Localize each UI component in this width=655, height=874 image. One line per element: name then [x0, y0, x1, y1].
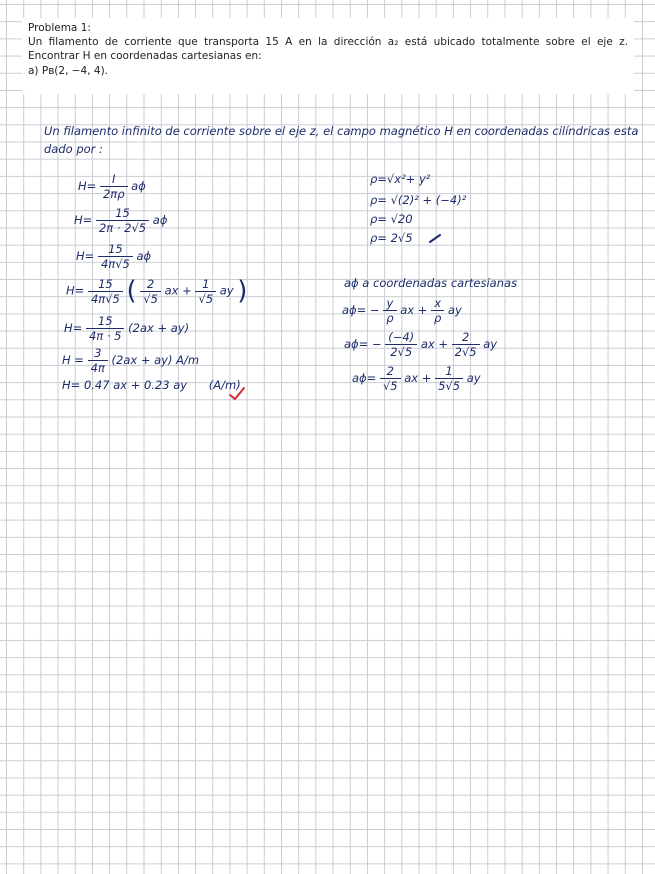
h-label: H=: [78, 179, 97, 193]
fraction: $\frac{1}{5√5}$: [435, 364, 463, 393]
rho-definition: ρ=√x²+ y²: [370, 172, 431, 186]
equation-h-final: H= 0.47 ax + 0.23 ay (A/m): [62, 378, 241, 392]
aphi-result: aϕ= $\frac{2}{√5}$ ax + $\frac{1}{5√5}$ ay: [352, 364, 481, 393]
intro-line-1: Un filamento infinito de corriente sobre el eje z, el campo magnético H en coordenadas cilíndricas esta: [44, 124, 639, 138]
aphi-heading: aϕ a coordenadas cartesianas: [344, 276, 518, 290]
fraction: $\frac{x}{\rho}$: [431, 296, 444, 325]
fraction: $\frac{1}{√5}$: [195, 277, 216, 306]
aphi-substituted: aϕ= − $\frac{(-4)}{2√5}$ ax + $\frac{2}{2√5}$ ay: [344, 330, 498, 359]
equation-h-substituted: H= $\frac{15}{2\pi \cdot 2√5}$ aϕ: [74, 206, 168, 235]
fraction: $\frac{2}{√5}$: [380, 364, 401, 393]
fraction: $\frac{y}{\rho}$: [383, 296, 396, 325]
fraction: $\frac{I}{2\pi\rho}$: [100, 172, 128, 201]
problem-title: Problema 1:: [28, 22, 91, 34]
fraction: $\frac{15}{4\pi√5}$: [88, 277, 123, 306]
fraction: $\frac{15}{2\pi \cdot 2√5}$: [96, 206, 149, 235]
units-label: (A/m): [208, 378, 241, 392]
rho-substituted: ρ= √(2)² + (−4)²: [370, 193, 467, 207]
checkmark-icon: [428, 232, 442, 244]
equation-h-factored: H= $\frac{15}{4\pi \cdot 5}$ (2ax + ay): [64, 314, 190, 343]
problem-statement: [22, 18, 634, 94]
fraction: $\frac{2}{2√5}$: [452, 330, 480, 359]
equation-h-reduced: H = $\frac{3}{4\pi}$ (2ax + ay) A/m: [62, 346, 200, 375]
equation-h-simplified: H= $\frac{15}{4\pi√5}$ aϕ: [76, 242, 152, 271]
fraction: $\frac{15}{4\pi√5}$: [98, 242, 133, 271]
rho-sum: ρ= √20: [370, 212, 413, 226]
problem-part-a: a) Pʙ(2, −4, 4).: [28, 64, 109, 77]
fraction: $\frac{(-4)}{2√5}$: [385, 330, 417, 359]
fraction: $\frac{15}{4\pi \cdot 5}$: [86, 314, 125, 343]
intro-line-2: dado por :: [44, 142, 103, 156]
fraction: $\frac{3}{4\pi}$: [88, 346, 108, 375]
aphi-general: aϕ= − $\frac{y}{\rho}$ ax + $\frac{x}{\rho}$ ay: [342, 296, 462, 325]
equation-h-general: H= $\frac{I}{2\pi\rho}$ aϕ: [78, 172, 146, 201]
checkmark-icon: [228, 386, 246, 402]
problem-text: Un filamento de corriente que transporta 15 A en la dirección a₂ está ubicado totalmente sobre el eje z. Encontrar H en coordenadas cartesianas en:: [28, 36, 628, 63]
rho-result: ρ= 2√5: [370, 231, 413, 245]
fraction: $\frac{2}{√5}$: [140, 277, 161, 306]
equation-h-cartesian: H= $\frac{15}{4\pi√5}$ ( $\frac{2}{√5}$ ax + $\frac{1}{√5}$ ay ): [66, 276, 248, 306]
